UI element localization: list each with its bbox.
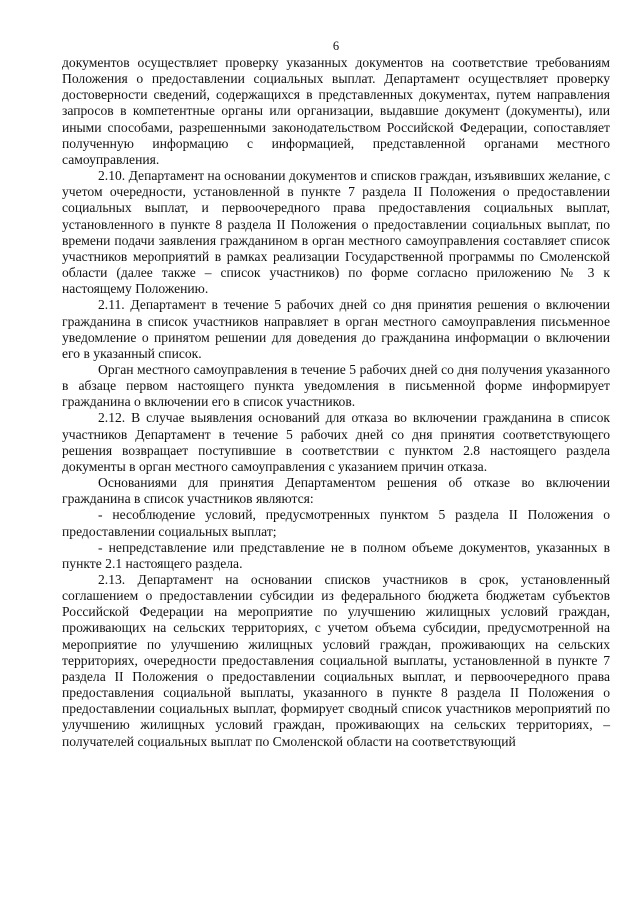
paragraph-2-11: 2.11. Департамент в течение 5 рабочих дней со дня принятия решения о включении гражданина в список участников направляет в орган местного самоуправления письменное уведомление о принятом решении для доведения до гражданина информации о включении его в указанный список.	[62, 297, 610, 361]
paragraph-2-10: 2.10. Департамент на основании документов и списков граждан, изъявивших желание, с учетом очередности, установленной в пункте 7 раздела II Положения о предоставлении социальных выплат, и первоочередного права предоставления социальных выплат, установленного в пункте 8 раздела II Положения о предоставлении социальных выплат, по времени подачи заявления гражданином в орган местного самоуправления составляет список участников мероприятий в рамках реализации Государственной программы по Смоленской области (далее также – список участников) по форме согласно приложению № 3 к настоящему Положению.	[62, 168, 610, 297]
paragraph-2-12: 2.12. В случае выявления оснований для отказа во включении гражданина в список участников Департамент в течение 5 рабочих дней со дня принятия соответствующего решения возвращает поступившие в соответствии с пунктом 2.8 настоящего раздела документы в орган местного самоуправления с указанием причин отказа.	[62, 410, 610, 474]
paragraph-2-11-local-authority: Орган местного самоуправления в течение 5 рабочих дней со дня получения указанного в абзаце первом настоящего пункта уведомления в письменной форме информирует гражданина о включении его в список участников.	[62, 361, 610, 410]
paragraph-refusal-grounds: Основаниями для принятия Департаментом решения об отказе во включении гражданина в список участников являются:	[62, 475, 610, 507]
page-number: 6	[332, 39, 340, 53]
refusal-ground-item: - несоблюдение условий, предусмотренных пунктом 5 раздела II Положения о предоставлении социальных выплат;	[62, 507, 610, 539]
refusal-ground-item: - непредставление или представление не в полном объеме документов, указанных в пункте 2.1 настоящего раздела.	[62, 539, 610, 571]
document-body	[62, 55, 610, 750]
paragraph-continuation: документов осуществляет проверку указанных документов на соответствие требованиям Положения о предоставлении социальных выплат. Департамент осуществляет проверку достоверности сведений, содержащихся в представленных документах, путем направления запросов в компетентные органы или организации, выдавшие документ (документы), или иными способами, разрешенными законодательством Российской Федерации, сопоставляет полученную информацию с информацией, представленной органами местного самоуправления.	[62, 55, 610, 167]
paragraph-2-13: 2.13. Департамент на основании списков участников в срок, установленный соглашением о предоставлении субсидии из федерального бюджета бюджетам субъектов Российской Федерации на мероприятие по улучшению жилищных условий граждан, проживающих на сельских территориях, с учетом объема субсидии, предусмотренной на мероприятие по улучшению жилищных условий граждан, проживающих на сельских территориях, очередности предоставления социальной выплаты, установленной в пункте 7 раздела II Положения о предоставлении социальных выплат, и первоочередного права предоставления социальной выплаты, указанного в пункте 8 раздела II Положения о предоставлении социальных выплат, формирует сводный список участников мероприятий по улучшению жилищных условий граждан, проживающих на сельских территориях, – получателей социальных выплат по Смоленской области на соответствующий	[62, 572, 610, 749]
